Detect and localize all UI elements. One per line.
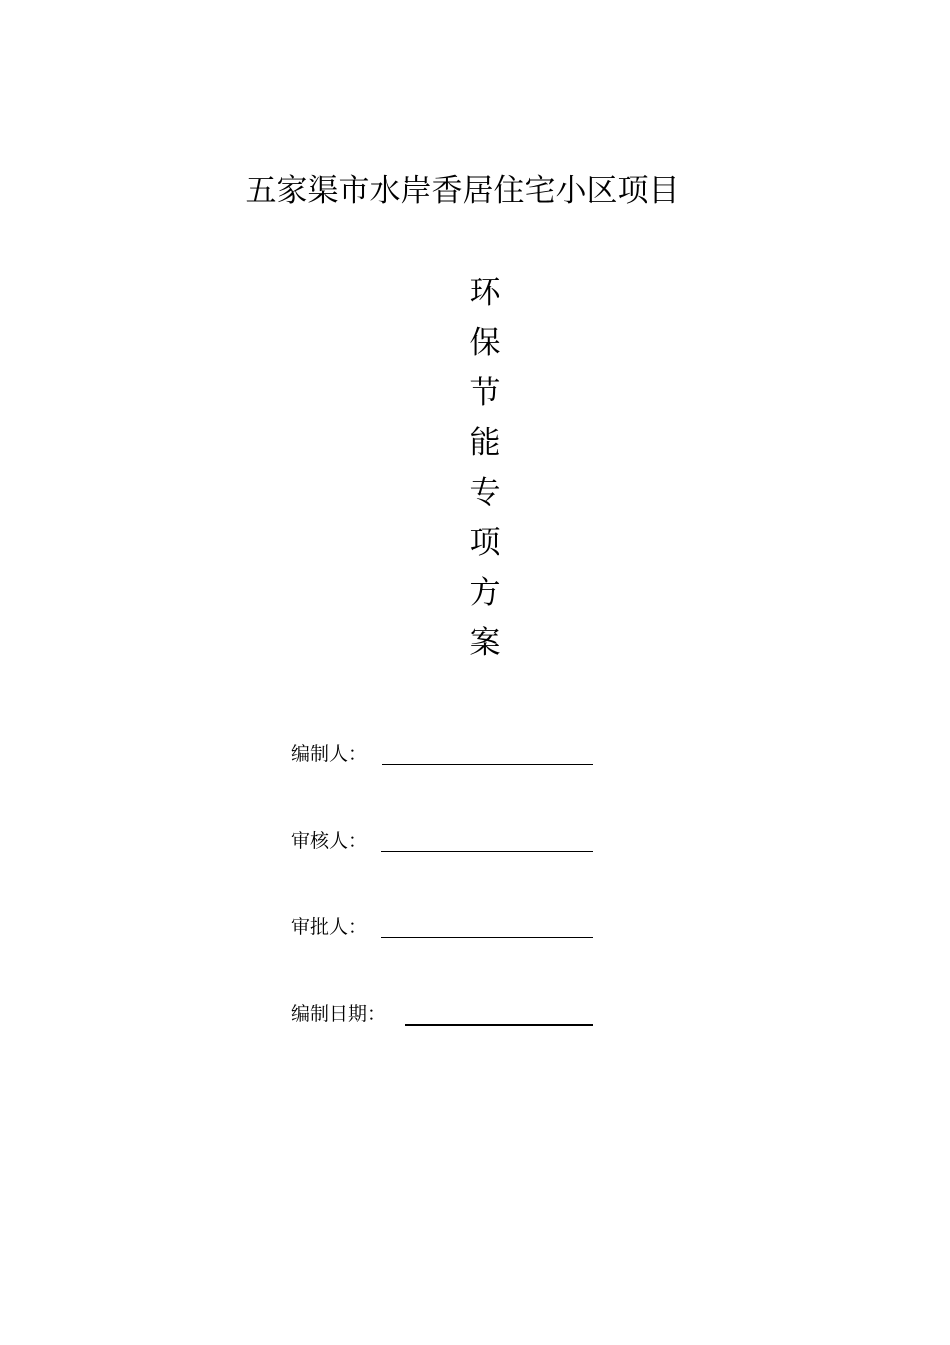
- compiler-label: 编制人：: [291, 743, 368, 765]
- title-char: 项: [469, 525, 501, 561]
- title-char: 案: [469, 625, 501, 661]
- compiler-field: [291, 739, 601, 769]
- approver-label: 审批人：: [291, 916, 368, 938]
- compiler-signature-line: [382, 764, 593, 765]
- approver-signature-line: [381, 937, 593, 938]
- reviewer-field: [291, 826, 601, 856]
- compile-date-line: [405, 1024, 593, 1026]
- reviewer-signature-line: [381, 851, 593, 852]
- compile-date-field: [291, 999, 601, 1029]
- title-char: 专: [469, 475, 501, 511]
- compile-date-label: 编制日期：: [291, 1003, 387, 1025]
- title-char: 能: [469, 425, 501, 461]
- title-char: 方: [469, 575, 501, 611]
- document-title-vertical: [455, 268, 515, 668]
- title-char: 保: [469, 325, 501, 361]
- title-char: 环: [469, 275, 501, 311]
- project-title: 五家渠市水岸香居住宅小区项目: [245, 173, 680, 209]
- reviewer-label: 审核人：: [291, 830, 368, 852]
- title-char: 节: [469, 375, 501, 411]
- approver-field: [291, 912, 601, 942]
